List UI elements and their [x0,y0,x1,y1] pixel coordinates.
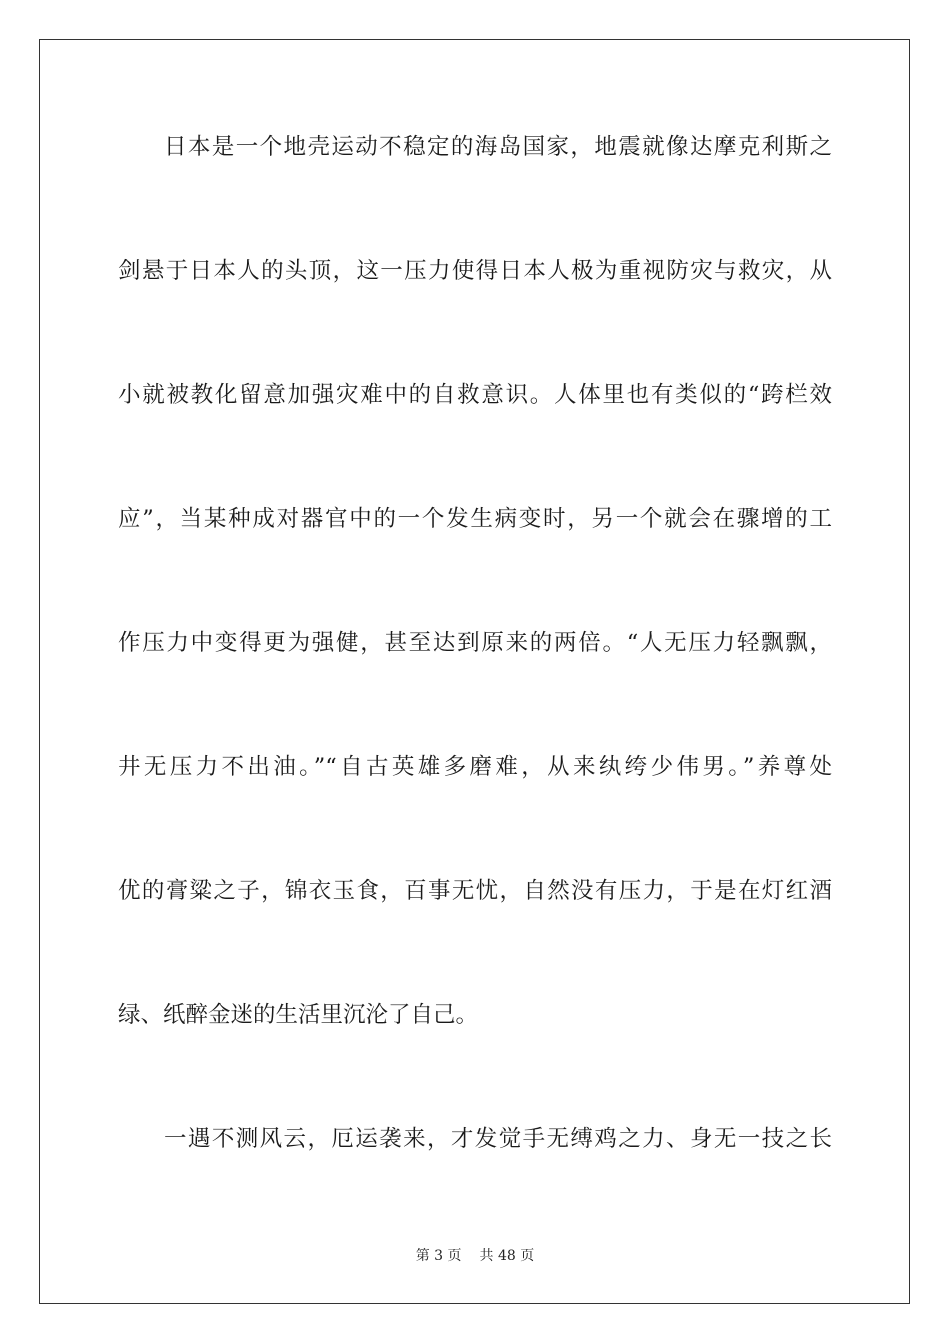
paragraph-line: 一遇不测风云，厄运袭来，才发觉手无缚鸡之力、身无一技之长 [164,1126,832,1152]
paragraph-line: 作压力中变得更为强健，甚至达到原来的两倍。“人无压力轻飘飘， [118,630,832,656]
paragraph-line: 小就被教化留意加强灾难中的自救意识。人体里也有类似的“跨栏效 [118,382,832,408]
page-border [39,39,910,1304]
page-footer [0,1245,950,1265]
paragraph-line: 绿、纸醉金迷的生活里沉沦了自己。 [118,1002,479,1028]
page-total: 共 48 页 [479,1248,535,1264]
paragraph-line: 应”，当某种成对器官中的一个发生病变时，另一个就会在骤增的工 [118,506,832,532]
paragraph-line: 剑悬于日本人的头顶，这一压力使得日本人极为重视防灾与救灾，从 [118,258,832,284]
paragraph-line: 井无压力不出油。”“自古英雄多磨难，从来纨绔少伟男。”养尊处 [118,754,832,780]
page-number: 第 3 页 [415,1248,462,1264]
paragraph-line: 优的膏粱之子，锦衣玉食，百事无忧，自然没有压力，于是在灯红酒 [118,878,832,904]
paragraph-line: 日本是一个地壳运动不稳定的海岛国家，地震就像达摩克利斯之 [164,134,832,160]
